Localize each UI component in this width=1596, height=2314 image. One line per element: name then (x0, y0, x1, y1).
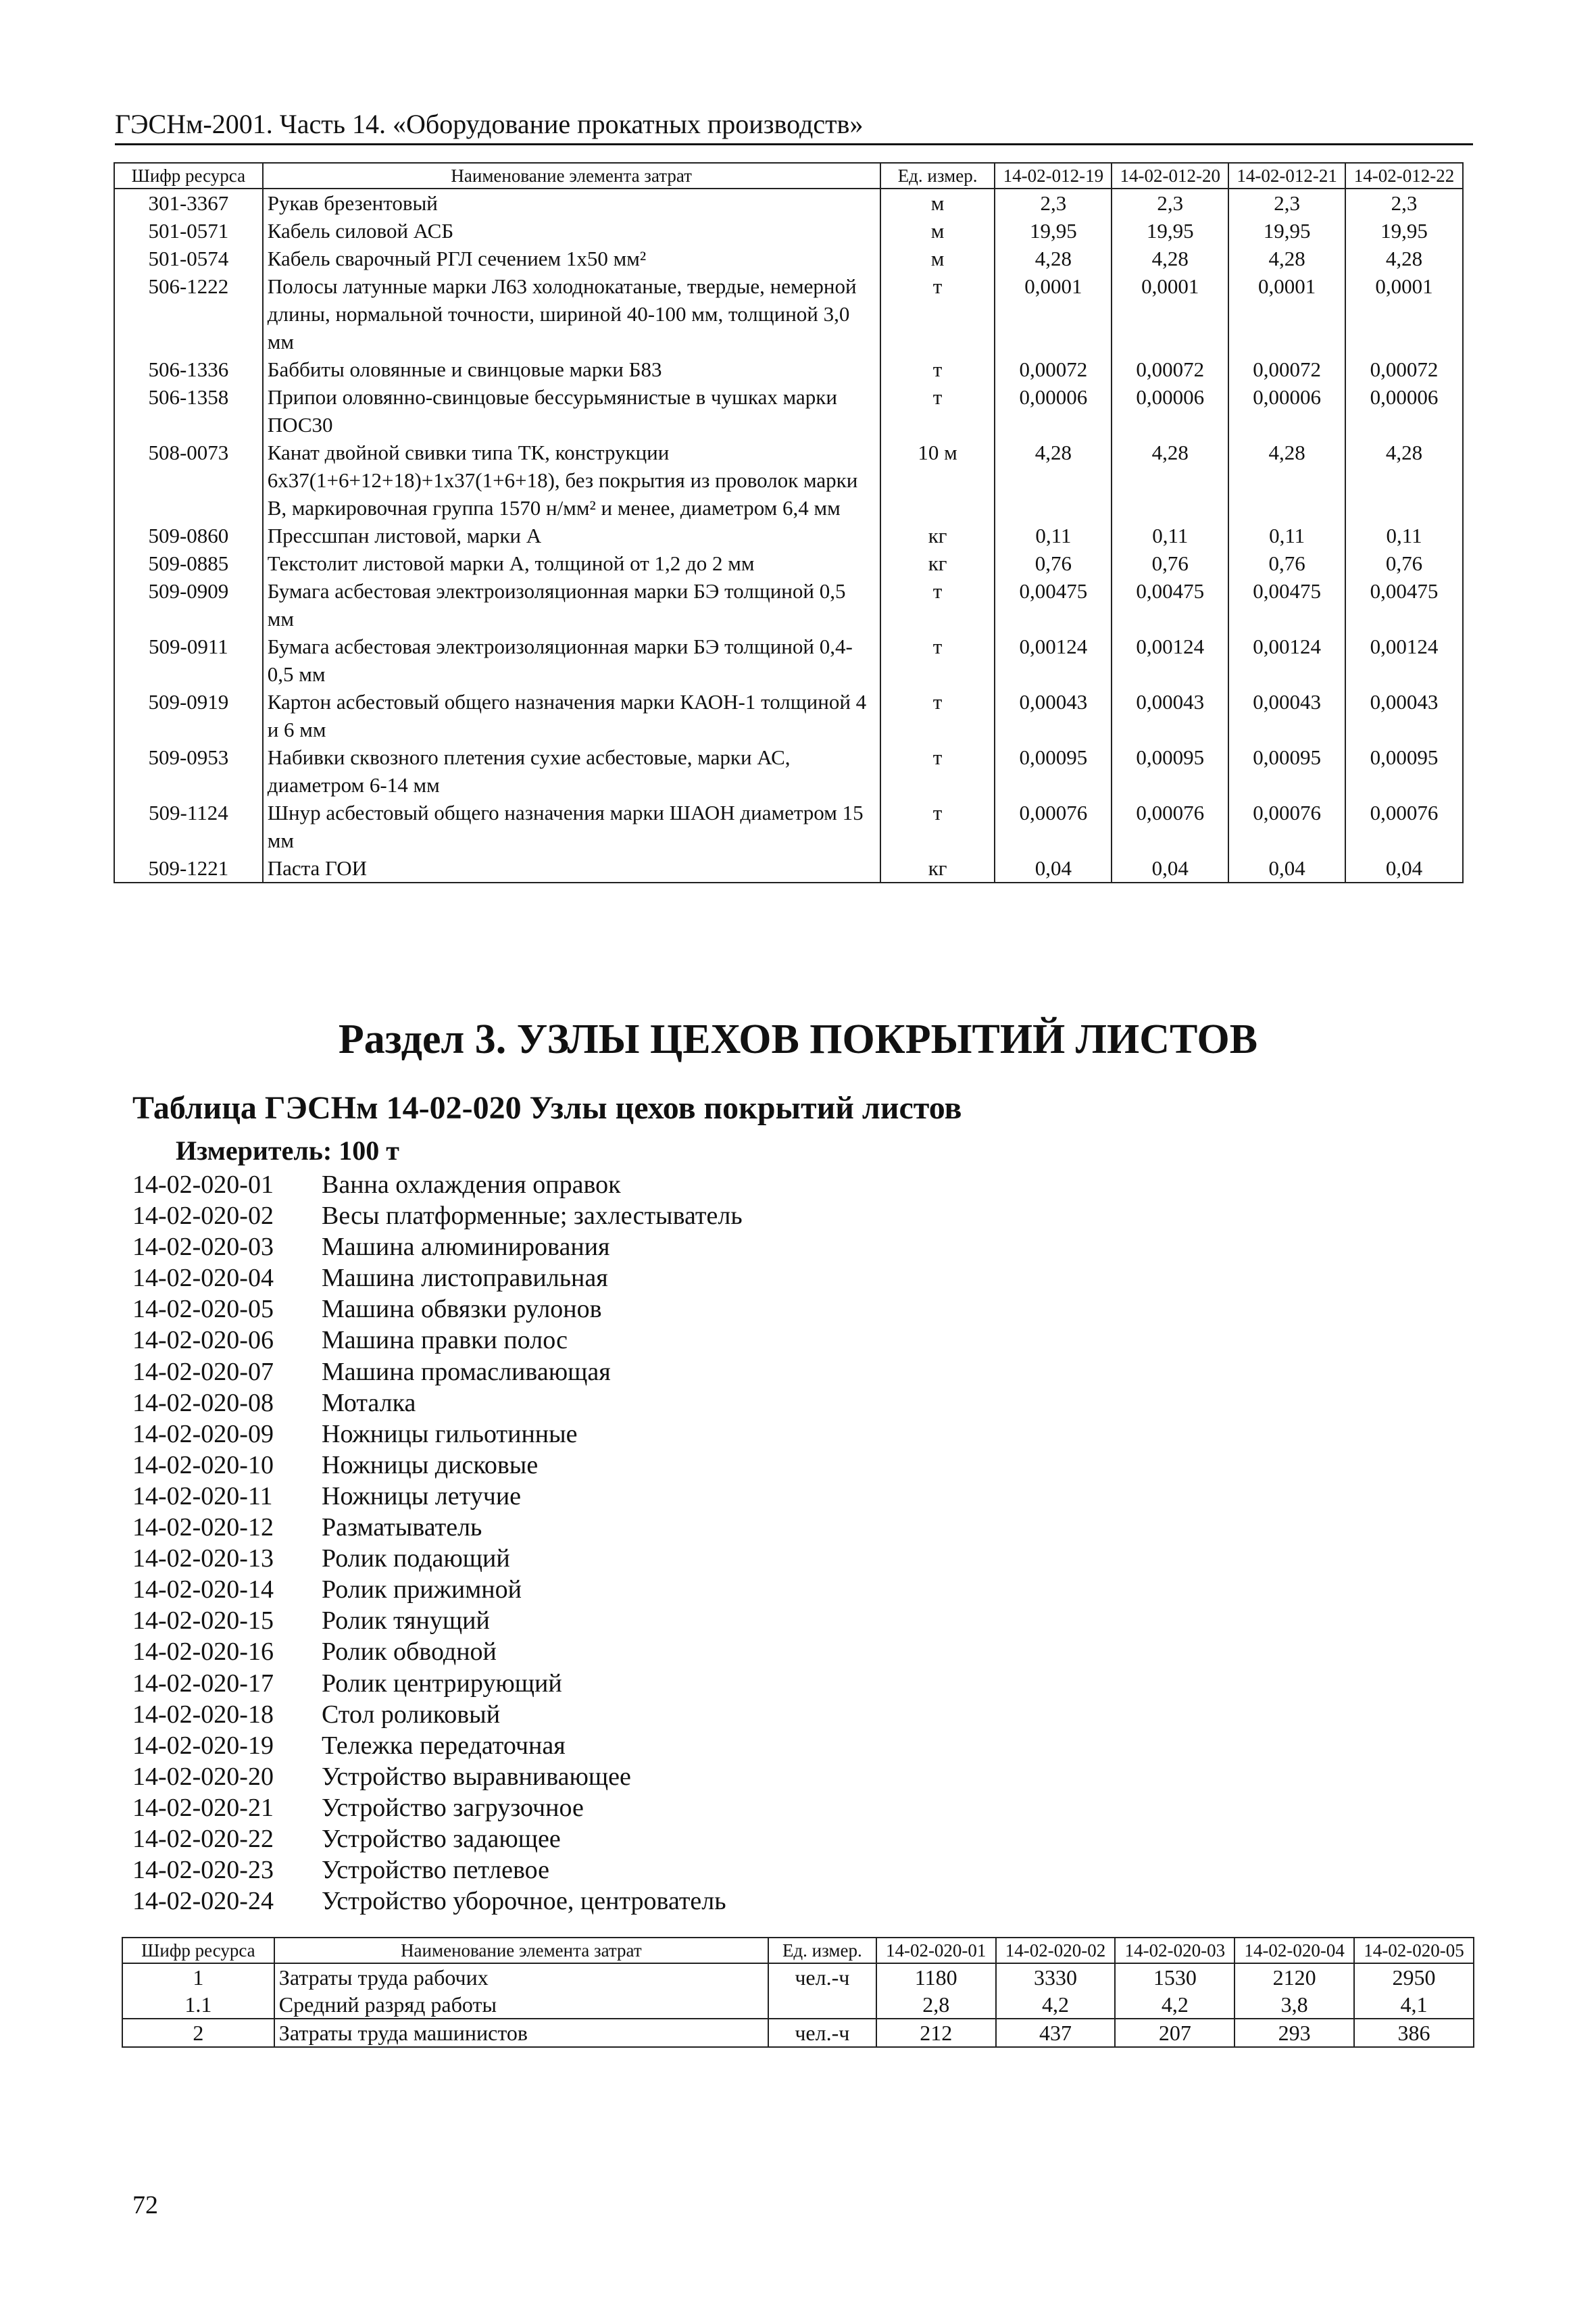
resource-name: Канат двойной свивки типа ТК, конструкции 6х37(1+6+12+18)+1х37(1+6+18), без покрытия из проволок марки В, маркировочная группа 1570 н/мм² и менее, диаметром 6,4 мм (263, 439, 880, 522)
col-header-unit: Ед. измер. (880, 163, 995, 189)
cost-value: 207 (1115, 2019, 1235, 2047)
item-name: Моталка (322, 1388, 416, 1417)
resource-name: Шнур асбестовый общего назначения марки ШАОН диаметром 15 мм (263, 799, 880, 854)
resource-value: 0,00124 (1112, 633, 1228, 688)
resource-value: 0,00076 (995, 799, 1112, 854)
list-item (132, 1730, 743, 1761)
item-name: Ролик прижимной (322, 1575, 522, 1604)
col-header-c1: 14-02-020-01 (876, 1938, 996, 1963)
item-name: Ролик подающий (322, 1544, 510, 1573)
table-row (114, 633, 1463, 688)
resource-unit: м (880, 217, 995, 245)
resource-name: Полосы латунные марки Л63 холоднокатаные, твердые, немерной длины, нормальной точности, шириной 40-100 мм, толщиной 3,0 мм (263, 272, 880, 355)
table-row (114, 383, 1463, 439)
item-name: Машина листоправильная (322, 1264, 608, 1293)
resource-code: 508-0073 (114, 439, 263, 522)
table-row (114, 189, 1463, 217)
list-item (132, 1792, 743, 1823)
cost-value: 1530 (1115, 1963, 1235, 1991)
col-header-c3: 14-02-020-03 (1115, 1938, 1235, 1963)
resource-value: 0,00006 (1345, 383, 1463, 439)
resource-code: 501-0574 (114, 245, 263, 272)
resource-value: 0,0001 (995, 272, 1112, 355)
resource-unit: кг (880, 522, 995, 549)
col-header-c3: 14-02-012-21 (1228, 163, 1345, 189)
item-code: 14-02-020-12 (132, 1513, 274, 1542)
resource-unit: кг (880, 854, 995, 883)
table-header-row (114, 163, 1463, 189)
table-row (114, 743, 1463, 799)
cost-code: 1.1 (122, 1991, 274, 2019)
resource-value: 0,00006 (995, 383, 1112, 439)
item-name: Ролик обводной (322, 1638, 497, 1667)
resource-value: 0,04 (1112, 854, 1228, 883)
table-row (114, 854, 1463, 883)
resource-value: 19,95 (1228, 217, 1345, 245)
col-header-c4: 14-02-020-04 (1235, 1938, 1354, 1963)
item-name: Устройство уборочное, центрователь (322, 1887, 726, 1916)
item-name: Ножницы летучие (322, 1481, 522, 1510)
resource-value: 0,0001 (1112, 272, 1228, 355)
resource-name: Картон асбестовый общего назначения марки КАОН-1 толщиной 4 и 6 мм (263, 688, 880, 743)
list-item (132, 1636, 743, 1667)
item-name: Машина правки полос (322, 1326, 568, 1355)
cost-unit (768, 1991, 876, 2019)
resource-value: 4,28 (1228, 245, 1345, 272)
resource-name: Набивки сквозного плетения сухие асбестовые, марки АС, диаметром 6-14 мм (263, 743, 880, 799)
resource-code: 509-0860 (114, 522, 263, 549)
resource-code: 301-3367 (114, 189, 263, 217)
table-title: Таблица ГЭСНм 14-02-020 Узлы цехов покрытий листов (132, 1090, 962, 1126)
resource-value: 0,11 (1345, 522, 1463, 549)
resource-value: 2,3 (1228, 189, 1345, 217)
table-row (122, 2019, 1474, 2047)
resource-value: 0,00006 (1228, 383, 1345, 439)
resource-unit: т (880, 355, 995, 383)
table-row (114, 799, 1463, 854)
resource-value: 4,28 (995, 439, 1112, 522)
resource-value: 0,00072 (1345, 355, 1463, 383)
resource-value: 19,95 (995, 217, 1112, 245)
item-name: Машина алюминирования (322, 1233, 610, 1262)
item-code: 14-02-020-17 (132, 1669, 274, 1698)
resource-value: 0,00076 (1228, 799, 1345, 854)
resource-name: Паста ГОИ (263, 854, 880, 883)
col-header-c4: 14-02-012-22 (1345, 163, 1463, 189)
item-code: 14-02-020-10 (132, 1450, 274, 1479)
list-item (132, 1512, 743, 1543)
list-item (132, 1605, 743, 1636)
resource-value: 4,28 (1228, 439, 1345, 522)
resource-code: 506-1358 (114, 383, 263, 439)
item-code: 14-02-020-04 (132, 1264, 274, 1293)
cost-value: 212 (876, 2019, 996, 2047)
resource-code: 506-1336 (114, 355, 263, 383)
resource-value: 4,28 (1112, 439, 1228, 522)
item-code: 14-02-020-15 (132, 1606, 274, 1635)
table-row (114, 522, 1463, 549)
item-name: Ножницы гильотинные (322, 1419, 578, 1448)
cost-value: 4,2 (1115, 1991, 1235, 2019)
item-name: Ножницы дисковые (322, 1450, 539, 1479)
item-name: Стол роликовый (322, 1700, 501, 1729)
table-row (122, 1991, 1474, 2019)
list-item (132, 1481, 743, 1512)
resource-value: 0,11 (1228, 522, 1345, 549)
item-code: 14-02-020-20 (132, 1762, 274, 1791)
col-header-unit: Ед. измер. (768, 1938, 876, 1963)
list-item (132, 1262, 743, 1294)
resource-code: 501-0571 (114, 217, 263, 245)
resource-value: 4,28 (995, 245, 1112, 272)
resource-value: 0,00043 (1228, 688, 1345, 743)
table-row (114, 355, 1463, 383)
resource-name: Кабель сварочный РГЛ сечением 1х50 мм² (263, 245, 880, 272)
item-code: 14-02-020-01 (132, 1171, 274, 1199)
cost-value: 293 (1235, 2019, 1354, 2047)
resource-value: 4,28 (1345, 245, 1463, 272)
item-name: Ролик тянущий (322, 1606, 490, 1635)
resource-value: 4,28 (1345, 439, 1463, 522)
list-item (132, 1169, 743, 1200)
resource-value: 0,00043 (1345, 688, 1463, 743)
cost-name: Затраты труда рабочих (274, 1963, 768, 1991)
item-name: Устройство петлевое (322, 1856, 549, 1885)
table-row (114, 217, 1463, 245)
resource-value: 19,95 (1112, 217, 1228, 245)
list-item (132, 1325, 743, 1356)
list-item (132, 1387, 743, 1419)
resource-value: 0,00072 (1112, 355, 1228, 383)
table-row (114, 272, 1463, 355)
col-header-c5: 14-02-020-05 (1354, 1938, 1474, 1963)
item-code: 14-02-020-11 (132, 1481, 273, 1510)
resource-name: Рукав брезентовый (263, 189, 880, 217)
resource-unit: т (880, 743, 995, 799)
resource-value: 0,00475 (1112, 577, 1228, 633)
table-row (114, 577, 1463, 633)
list-item (132, 1699, 743, 1730)
col-header-name: Наименование элемента затрат (274, 1938, 768, 1963)
cost-value: 3330 (996, 1963, 1116, 1991)
resource-unit: т (880, 272, 995, 355)
resource-unit: м (880, 245, 995, 272)
table-row (114, 688, 1463, 743)
resource-name: Бумага асбестовая электроизоляционная марки БЭ толщиной 0,5 мм (263, 577, 880, 633)
col-header-name: Наименование элемента затрат (263, 163, 880, 189)
table-row (114, 549, 1463, 577)
resource-value: 0,00043 (995, 688, 1112, 743)
item-name: Ванна охлаждения оправок (322, 1171, 621, 1199)
resource-unit: т (880, 577, 995, 633)
resource-code: 509-1124 (114, 799, 263, 854)
resource-value: 0,00095 (1112, 743, 1228, 799)
resource-name: Баббиты оловянные и свинцовые марки Б83 (263, 355, 880, 383)
resource-unit: кг (880, 549, 995, 577)
list-item (132, 1543, 743, 1574)
item-code: 14-02-020-07 (132, 1357, 274, 1386)
resource-name: Текстолит листовой марки А, толщиной от 1,2 до 2 мм (263, 549, 880, 577)
resource-value: 0,0001 (1345, 272, 1463, 355)
item-code: 14-02-020-06 (132, 1326, 274, 1355)
resource-value: 0,00076 (1345, 799, 1463, 854)
resource-value: 0,76 (1345, 549, 1463, 577)
col-header-code: Шифр ресурса (122, 1938, 274, 1963)
resource-name: Бумага асбестовая электроизоляционная марки БЭ толщиной 0,4-0,5 мм (263, 633, 880, 688)
item-code: 14-02-020-14 (132, 1575, 274, 1604)
labour-table (122, 1937, 1474, 2048)
list-item (132, 1574, 743, 1605)
resource-unit: т (880, 799, 995, 854)
resource-code: 509-1221 (114, 854, 263, 883)
cost-value: 1180 (876, 1963, 996, 1991)
item-name: Машина обвязки рулонов (322, 1295, 602, 1324)
col-header-c2: 14-02-020-02 (996, 1938, 1116, 1963)
resource-value: 0,11 (1112, 522, 1228, 549)
resource-value: 0,00043 (1112, 688, 1228, 743)
resource-unit: м (880, 189, 995, 217)
cost-unit: чел.-ч (768, 1963, 876, 1991)
col-header-code: Шифр ресурса (114, 163, 263, 189)
resource-value: 0,00006 (1112, 383, 1228, 439)
col-header-c1: 14-02-012-19 (995, 163, 1112, 189)
item-name: Машина промасливающая (322, 1357, 611, 1386)
list-item (132, 1200, 743, 1231)
resource-unit: т (880, 688, 995, 743)
resource-value: 0,00095 (995, 743, 1112, 799)
item-code: 14-02-020-23 (132, 1856, 274, 1885)
cost-value: 437 (996, 2019, 1116, 2047)
item-code: 14-02-020-09 (132, 1419, 274, 1448)
resource-value: 0,76 (995, 549, 1112, 577)
list-item (132, 1450, 743, 1481)
cost-code: 2 (122, 2019, 274, 2047)
item-code: 14-02-020-22 (132, 1824, 274, 1853)
list-item (132, 1886, 743, 1917)
measure-unit: Измеритель: 100 т (176, 1135, 399, 1166)
resource-unit: т (880, 383, 995, 439)
cost-unit: чел.-ч (768, 2019, 876, 2047)
item-code: 14-02-020-05 (132, 1295, 274, 1324)
item-code: 14-02-020-08 (132, 1388, 274, 1417)
list-item (132, 1761, 743, 1792)
resource-value: 0,0001 (1228, 272, 1345, 355)
list-item (132, 1294, 743, 1325)
item-code: 14-02-020-18 (132, 1700, 274, 1729)
resource-name: Кабель силовой АСБ (263, 217, 880, 245)
resources-table (114, 162, 1464, 883)
resource-unit: т (880, 633, 995, 688)
resource-value: 0,00475 (1228, 577, 1345, 633)
resource-value: 2,3 (1345, 189, 1463, 217)
list-item (132, 1823, 743, 1854)
cost-value: 2,8 (876, 1991, 996, 2019)
table-header-row (122, 1938, 1474, 1963)
cost-value: 2120 (1235, 1963, 1354, 1991)
item-name: Ролик центрирующий (322, 1669, 562, 1698)
cost-code: 1 (122, 1963, 274, 1991)
list-item (132, 1668, 743, 1699)
resource-value: 0,00072 (1228, 355, 1345, 383)
running-header: ГЭСНм-2001. Часть 14. «Оборудование прокатных производств» (115, 108, 1473, 145)
resource-value: 0,04 (1345, 854, 1463, 883)
cost-value: 386 (1354, 2019, 1474, 2047)
item-name: Разматыватель (322, 1513, 482, 1542)
resource-value: 0,00124 (995, 633, 1112, 688)
resource-value: 0,00124 (1345, 633, 1463, 688)
resource-code: 509-0911 (114, 633, 263, 688)
resource-value: 0,00124 (1228, 633, 1345, 688)
item-code: 14-02-020-24 (132, 1887, 274, 1916)
item-name: Устройство выравнивающее (322, 1762, 631, 1791)
item-code: 14-02-020-19 (132, 1731, 274, 1760)
resource-name: Прессшпан листовой, марки А (263, 522, 880, 549)
resource-unit: 10 м (880, 439, 995, 522)
resource-value: 0,00475 (995, 577, 1112, 633)
resource-value: 4,28 (1112, 245, 1228, 272)
resource-value: 2,3 (1112, 189, 1228, 217)
table-row (114, 245, 1463, 272)
col-header-c2: 14-02-012-20 (1112, 163, 1228, 189)
section-title: Раздел 3. УЗЛЫ ЦЕХОВ ПОКРЫТИЙ ЛИСТОВ (338, 1016, 1258, 1062)
cost-value: 4,2 (996, 1991, 1116, 2019)
table-row (122, 1963, 1474, 1991)
resource-name: Припои оловянно-свинцовые бессурьмянистые в чушках марки ПОС30 (263, 383, 880, 439)
resource-value: 0,11 (995, 522, 1112, 549)
item-list (132, 1169, 743, 1917)
item-name: Устройство задающее (322, 1824, 561, 1853)
item-code: 14-02-020-03 (132, 1233, 274, 1262)
list-item (132, 1854, 743, 1886)
cost-value: 4,1 (1354, 1991, 1474, 2019)
resource-code: 506-1222 (114, 272, 263, 355)
resource-value: 0,00072 (995, 355, 1112, 383)
resource-code: 509-0909 (114, 577, 263, 633)
resource-code: 509-0919 (114, 688, 263, 743)
list-item (132, 1356, 743, 1387)
table-row (114, 439, 1463, 522)
page-number: 72 (132, 2191, 158, 2219)
cost-name: Средний разряд работы (274, 1991, 768, 2019)
cost-value: 3,8 (1235, 1991, 1354, 2019)
list-item (132, 1419, 743, 1450)
resource-value: 0,00076 (1112, 799, 1228, 854)
cost-name: Затраты труда машинистов (274, 2019, 768, 2047)
item-code: 14-02-020-21 (132, 1793, 274, 1822)
resource-value: 0,04 (1228, 854, 1345, 883)
item-name: Весы платформенные; захлестыватель (322, 1202, 743, 1231)
list-item (132, 1231, 743, 1262)
cost-value: 2950 (1354, 1963, 1474, 1991)
item-code: 14-02-020-02 (132, 1202, 274, 1231)
item-name: Тележка передаточная (322, 1731, 566, 1760)
item-code: 14-02-020-13 (132, 1544, 274, 1573)
item-code: 14-02-020-16 (132, 1638, 274, 1667)
resource-value: 0,00095 (1228, 743, 1345, 799)
resource-value: 0,04 (995, 854, 1112, 883)
resource-value: 19,95 (1345, 217, 1463, 245)
resource-value: 0,00095 (1345, 743, 1463, 799)
item-name: Устройство загрузочное (322, 1793, 584, 1822)
resource-value: 0,00475 (1345, 577, 1463, 633)
resource-code: 509-0885 (114, 549, 263, 577)
resource-value: 2,3 (995, 189, 1112, 217)
resource-value: 0,76 (1228, 549, 1345, 577)
resource-value: 0,76 (1112, 549, 1228, 577)
resource-code: 509-0953 (114, 743, 263, 799)
